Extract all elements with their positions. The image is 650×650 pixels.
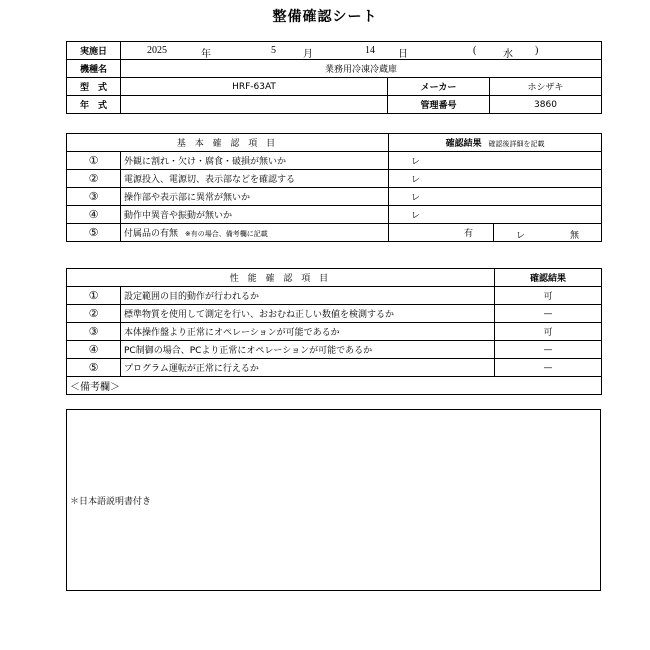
item-number: ③ bbox=[67, 188, 121, 206]
table-row bbox=[67, 359, 602, 377]
mgmt-label: 管理番号 bbox=[388, 96, 490, 114]
date-value[interactable] bbox=[121, 42, 602, 60]
machine-row bbox=[67, 60, 602, 78]
model-value[interactable]: HRF-63AT bbox=[121, 78, 388, 96]
item-result[interactable]: レ bbox=[389, 152, 602, 170]
year-model-value[interactable] bbox=[121, 96, 388, 114]
item-text: 操作部や表示部に異常が無いか bbox=[121, 188, 389, 206]
item-number: ③ bbox=[67, 323, 121, 341]
performance-check-table bbox=[66, 268, 602, 395]
perf-header-row bbox=[67, 269, 602, 287]
item-text: PC制御の場合、PCより正常にオペレーションが可能であるか bbox=[121, 341, 495, 359]
table-row bbox=[67, 287, 602, 305]
remarks-note: ＊日本語説明書付き bbox=[70, 497, 152, 507]
table-row bbox=[67, 152, 602, 170]
item-result[interactable]: レ bbox=[389, 188, 602, 206]
maker-value[interactable]: ホシザキ bbox=[490, 78, 602, 96]
machine-value[interactable]: 業務用冷凍冷蔵庫 bbox=[121, 60, 602, 78]
item-result[interactable]: — bbox=[495, 341, 602, 359]
accessory-choice[interactable] bbox=[494, 224, 602, 242]
table-row bbox=[67, 188, 602, 206]
item-text: プログラム運転が正常に行えるか bbox=[121, 359, 495, 377]
accessory-text bbox=[121, 224, 389, 242]
accessory-mark: レ bbox=[516, 230, 526, 241]
accessory-row bbox=[67, 224, 602, 242]
remarks-header-row bbox=[67, 377, 602, 395]
remarks-label: ＜備考欄＞ bbox=[67, 377, 602, 395]
maker-label: メーカー bbox=[388, 78, 490, 96]
table-row bbox=[67, 341, 602, 359]
model-row bbox=[67, 78, 602, 96]
perf-result-label: 確認結果 bbox=[529, 274, 566, 284]
date-row bbox=[67, 42, 602, 60]
table-row bbox=[67, 323, 602, 341]
item-result[interactable]: 可 bbox=[495, 323, 602, 341]
day-unit: 日 bbox=[398, 48, 408, 60]
month-value: 5 bbox=[271, 44, 276, 56]
item-number: ② bbox=[67, 170, 121, 188]
basic-check-table bbox=[66, 133, 602, 242]
item-result[interactable]: レ bbox=[389, 170, 602, 188]
item-number: ④ bbox=[67, 341, 121, 359]
table-row bbox=[67, 170, 602, 188]
item-text: 本体操作盤より正常にオペレーションが可能であるか bbox=[121, 323, 495, 341]
item-result[interactable]: — bbox=[495, 359, 602, 377]
item-number: ⑤ bbox=[67, 224, 121, 242]
perf-header: 性 能 確 認 項 目 bbox=[67, 269, 495, 287]
weekday-value: 水 bbox=[503, 48, 513, 60]
perf-result-header bbox=[495, 269, 602, 287]
machine-label: 機種名 bbox=[67, 60, 121, 78]
date-label: 実施日 bbox=[67, 42, 121, 60]
basic-result-label: 確認結果 bbox=[445, 139, 482, 149]
item-text: 電源投入、電源切、表示部などを確認する bbox=[121, 170, 389, 188]
item-text: 動作中異音や振動が無いか bbox=[121, 206, 389, 224]
item-text: 外観に割れ・欠け・腐食・破損が無いか bbox=[121, 152, 389, 170]
info-table bbox=[66, 41, 602, 114]
item-text: 標準物質を使用して測定を行い、おおむね正しい数値を検測するか bbox=[121, 305, 495, 323]
mgmt-value[interactable]: 3860 bbox=[490, 96, 602, 114]
year-model-row bbox=[67, 96, 602, 114]
page-title: 整備確認シート bbox=[272, 9, 378, 25]
item-text: 設定範囲の目的動作が行われるか bbox=[121, 287, 495, 305]
year-unit: 年 bbox=[201, 48, 211, 60]
item-number: ① bbox=[67, 152, 121, 170]
year-value: 2025 bbox=[147, 44, 167, 56]
table-row bbox=[67, 206, 602, 224]
day-value: 14 bbox=[365, 44, 375, 56]
item-result[interactable]: レ bbox=[389, 206, 602, 224]
item-number: ⑤ bbox=[67, 359, 121, 377]
model-label: 型 式 bbox=[67, 78, 121, 96]
accessory-no-label: 無 bbox=[570, 230, 580, 241]
item-result[interactable]: 可 bbox=[495, 287, 602, 305]
accessory-yes[interactable]: 有 bbox=[389, 224, 494, 242]
table-row bbox=[67, 305, 602, 323]
basic-header-row bbox=[67, 134, 602, 152]
month-unit: 月 bbox=[303, 48, 313, 60]
accessory-note: ※有の場合、備考欄に記載 bbox=[184, 230, 268, 238]
item-result[interactable]: — bbox=[495, 305, 602, 323]
weekday-close: ) bbox=[535, 44, 539, 56]
year-model-label: 年 式 bbox=[67, 96, 121, 114]
item-number: ① bbox=[67, 287, 121, 305]
basic-result-header bbox=[389, 134, 602, 152]
item-number: ② bbox=[67, 305, 121, 323]
weekday-open: ( bbox=[473, 44, 477, 56]
item-number: ④ bbox=[67, 206, 121, 224]
basic-result-note: 確認後詳細を記載 bbox=[488, 140, 545, 148]
basic-header: 基 本 確 認 項 目 bbox=[67, 134, 389, 152]
accessory-label: 付属品の有無 bbox=[124, 229, 179, 239]
